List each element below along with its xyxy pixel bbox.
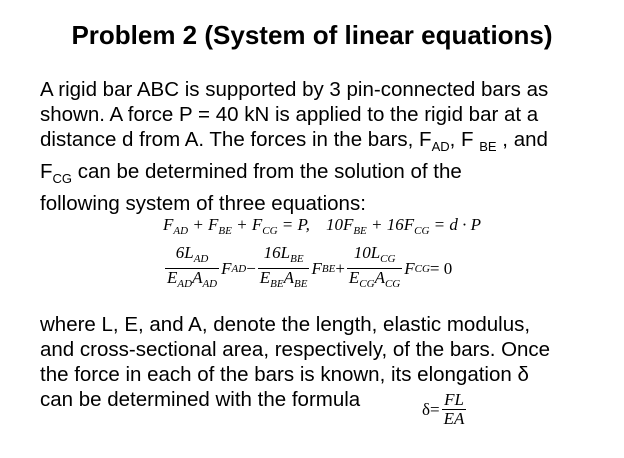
statement-line-4 <box>40 159 615 191</box>
eq-term: F <box>404 258 415 278</box>
statement-line-5: following system of three equations: <box>40 192 366 215</box>
eq-term: = P, <box>277 215 310 234</box>
eq-term: F <box>311 258 322 278</box>
fraction-numerator <box>174 244 211 268</box>
eq-subscript: BE <box>353 225 367 237</box>
text: , and <box>496 128 548 151</box>
eq-subscript: CG <box>414 225 430 237</box>
eq-subscript: BE <box>270 278 284 290</box>
eq-subscript: CG <box>262 225 278 237</box>
subscript: BE <box>479 139 497 154</box>
eq-subscript: CG <box>359 278 375 290</box>
fraction-numerator <box>262 244 306 268</box>
text: F <box>40 160 53 183</box>
eq-term: A <box>374 268 385 287</box>
elongation-formula <box>422 391 468 428</box>
fraction-denominator <box>347 268 402 293</box>
statement-line-1: A rigid bar ABC is supported by 3 pin-connected bars as <box>40 78 549 101</box>
explanation-line-4: can be determined with the formula <box>40 388 361 411</box>
eq-term: + F <box>231 215 263 234</box>
text: , F <box>449 128 480 151</box>
eq-subscript: CG <box>380 253 396 265</box>
eq-subscript: BE <box>290 253 304 265</box>
problem-title: Problem 2 (System of linear equations) <box>71 20 553 50</box>
eq-term: + 16F <box>366 215 415 234</box>
text: distance d from A. The forces in the bars, F <box>40 128 432 151</box>
eq-term: E <box>348 268 360 287</box>
fraction-be <box>258 244 310 293</box>
statement-line-2: shown. A force P = 40 kN is applied to the rigid bar at a <box>40 103 539 126</box>
fraction-ad <box>165 244 219 293</box>
eq-term: 16L <box>263 243 291 262</box>
eq-subscript: CG <box>414 262 430 275</box>
eq-term: 6L <box>175 243 194 262</box>
fraction-fl-ea <box>442 391 467 428</box>
explanation-line-1: where L, E, and A, denote the length, elastic modulus, <box>40 313 531 336</box>
eq-subscript: AD <box>173 225 189 237</box>
eq-term: E <box>259 268 271 287</box>
eq-subscript: BE <box>294 278 308 290</box>
delta-symbol: δ <box>422 399 431 419</box>
eq-subscript: CG <box>384 278 401 290</box>
problem-statement <box>40 77 615 216</box>
eq-subscript: AD <box>202 278 218 290</box>
text: can be determined from the solution of the <box>72 160 462 183</box>
eq-term: 10L <box>353 243 381 262</box>
subscript: AD <box>431 139 450 154</box>
eq-operator: − <box>246 258 256 278</box>
fraction-cg <box>347 244 402 293</box>
eq-term: F <box>221 258 232 278</box>
fraction-denominator <box>258 268 310 293</box>
eq-subscript: BE <box>321 262 336 275</box>
eq-operator: + <box>335 258 345 278</box>
statement-line-3 <box>40 127 615 159</box>
explanation-line-2: and cross-sectional area, respectively, of the bars. Once <box>40 338 551 361</box>
explanation-paragraph <box>40 312 615 412</box>
eq-term: F <box>163 215 174 234</box>
eq-subscript: BE <box>218 225 232 237</box>
eq-subscript: AD <box>177 278 193 290</box>
eq-term: + F <box>188 215 219 234</box>
equation-2 <box>163 244 452 293</box>
eq-operator: = 0 <box>429 258 453 278</box>
eq-term: A <box>283 268 295 287</box>
fraction-numerator: FL <box>444 390 464 409</box>
equation-1 <box>163 215 481 237</box>
explanation-line-3: the force in each of the bars is known, its elongation δ <box>40 363 529 386</box>
eq-subscript: AD <box>193 253 209 265</box>
fraction-denominator: EA <box>443 409 465 428</box>
eq-term: = d · P <box>429 215 482 234</box>
eq-term: 10F <box>325 215 354 234</box>
fraction-numerator <box>352 244 398 268</box>
fraction-denominator <box>165 268 219 293</box>
eq-term: E <box>167 268 178 287</box>
subscript: CG <box>52 171 73 186</box>
eq-term: A <box>192 268 203 287</box>
eq-subscript: AD <box>231 262 247 275</box>
eq-operator: = <box>430 399 440 419</box>
